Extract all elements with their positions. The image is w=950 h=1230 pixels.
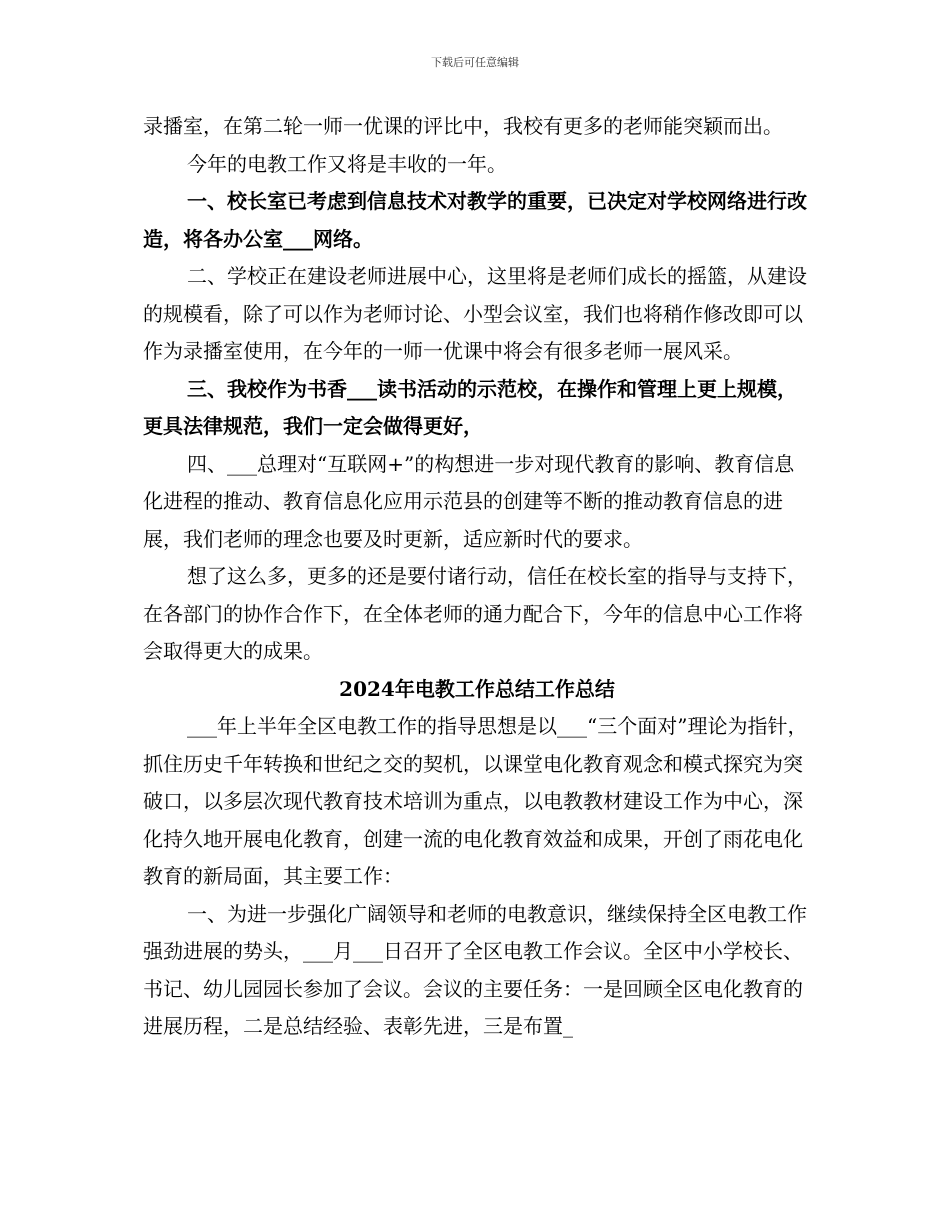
paragraph-item-3: 三、我校作为书香___读书活动的示范校，在操作和管理上更上规模，更具法律规范，我们一定会做得更好， (143, 376, 797, 438)
paragraph-guiding-thought: ___年上半年全区电教工作的指导思想是以___“三个面对”理论为指针，抓住历史千年转换和世纪之交的契机，以课堂电化教育观念和模式探究为突破口，以多层次现代教育技术培训为重点，以电教教材建设工作为中心，深化持久地开展电化教育，创建一流的电化教育效益和成果，开创了雨花电化教育的新局面，其主要工作： (143, 714, 808, 888)
page-header: 下载后可任意编辑 (431, 56, 519, 69)
paragraph-item-2: 二、学校正在建设老师进展中心，这里将是老师们成长的摇篮，从建设的规模看，除了可以作为老师讨论、小型会议室，我们也将稍作修改即可以作为录播室使用，在今年的一师一优课中将会有很多老师一展风采。 (143, 264, 807, 363)
paragraph-closing: 想了这么多，更多的还是要付诸行动，信任在校长室的指导与支持下，在各部门的协作合作下，在全体老师的通力配合下，今年的信息中心工作将会取得更大的成果。 (143, 564, 807, 663)
paragraph-item-4: 四、___总理对“互联网+”的构想进一步对现代教育的影响、教育信息化进程的推动、教育信息化应用示范县的创建等不断的推动教育信息的进展，我们老师的理念也要及时更新，适应新时代的要求。 (143, 451, 795, 551)
section-title: 2024年电教工作总结工作总结 (339, 676, 615, 701)
document-body (143, 108, 811, 1046)
paragraph-harvest-year: 今年的电教工作又将是丰收的一年。 (187, 151, 507, 176)
paragraph-continuation: 录播室，在第二轮一师一优课的评比中，我校有更多的老师能突颖而出。 (143, 114, 783, 138)
paragraph-item-1: 一、校长室已考虑到信息技术对教学的重要，已决定对学校网络进行改造，将各办公室___网络。 (143, 189, 807, 251)
paragraph-work-item-1: 一、为进一步强化广阔领导和老师的电教意识，继续保持全区电教工作强劲进展的势头，___月___日召开了全区电教工作会议。全区中小学校长、书记、幼儿园园长参加了会议。会议的主要任务：一是回顾全区电化教育的进展历程，二是总结经验、表彰先进，三是布置_ (143, 901, 807, 1038)
